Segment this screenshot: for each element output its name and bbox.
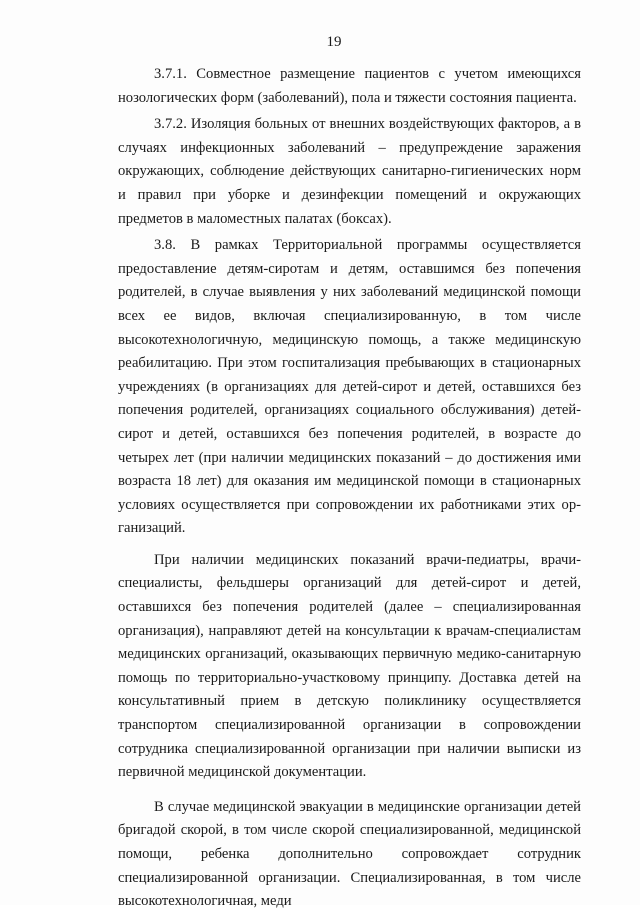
paragraph-3-7-2: 3.7.2. Изоляция больных от внешних воздействующих факторов, а в случаях инфекционных заболеваний – предупреждение заражения окружающих, соблюдение действующих санитарно-гигиенических норм и правил при уборке и дезинфекции помещений и окружающих предметов в маломестных палатах (боксах). <box>118 116 581 227</box>
paragraph-pediatric-consultations: При наличии медицинских показаний врачи-педиатры, врачи-специалисты, фельдшеры организаций для детей-сирот и детей, оставшихся без попечения родителей (далее – специализированная организация), направляют детей на консультации к врачам-специалистам медицинских организаций, оказывающих первичную медико-санитарную помощь по территориально-участковому принципу. Доставка детей на консультативный прием в детскую поликлинику осуществляется транспортом специализированной организации в сопровождении сотрудника специализированной организации при наличии выписки из первичной медицинской документации. <box>118 551 581 781</box>
paragraph-medical-evacuation: В случае медицинской эвакуации в медицинские организации детей бригадой скорой, в том числе скорой специализированной, медицинской помощи, ребенка дополнительно сопровождает сотрудник специализированной организации. Специализированная, в том числе высокотехнологичная, меди <box>118 798 581 910</box>
paragraph-3-8: 3.8. В рамках Территориальной программы осуществляется предоставление детям-сиротам и детям, оставшимся без попечения родителей, в случае выявления у них заболеваний медицинской помощи всех ее видов, включая специализированную, в том числе высокотехнологичную, медицинскую помощь, а также медицинскую реабилитацию. При этом госпитализация пребывающих в стационарных учреждениях (в организациях для детей-сирот и детей, оставшихся без попечения родителей, организациях социального обслуживания) детей-сирот и детей, оставшихся без попечения родителей, в возрасте до четырех лет (при наличии медицинских показаний – до достижения ими возраста 18 лет) для оказания им медицинской помощи в стационарных условиях осуществляется при сопровождении их работниками этих организаций. <box>118 237 581 537</box>
page-number: 19 <box>326 34 342 50</box>
document-body <box>118 63 581 914</box>
paragraph-3-7-1: 3.7.1. Совместное размещение пациентов с учетом имеющихся нозологических форм (заболеваний), пола и тяжести состояния пациента. <box>118 66 581 106</box>
